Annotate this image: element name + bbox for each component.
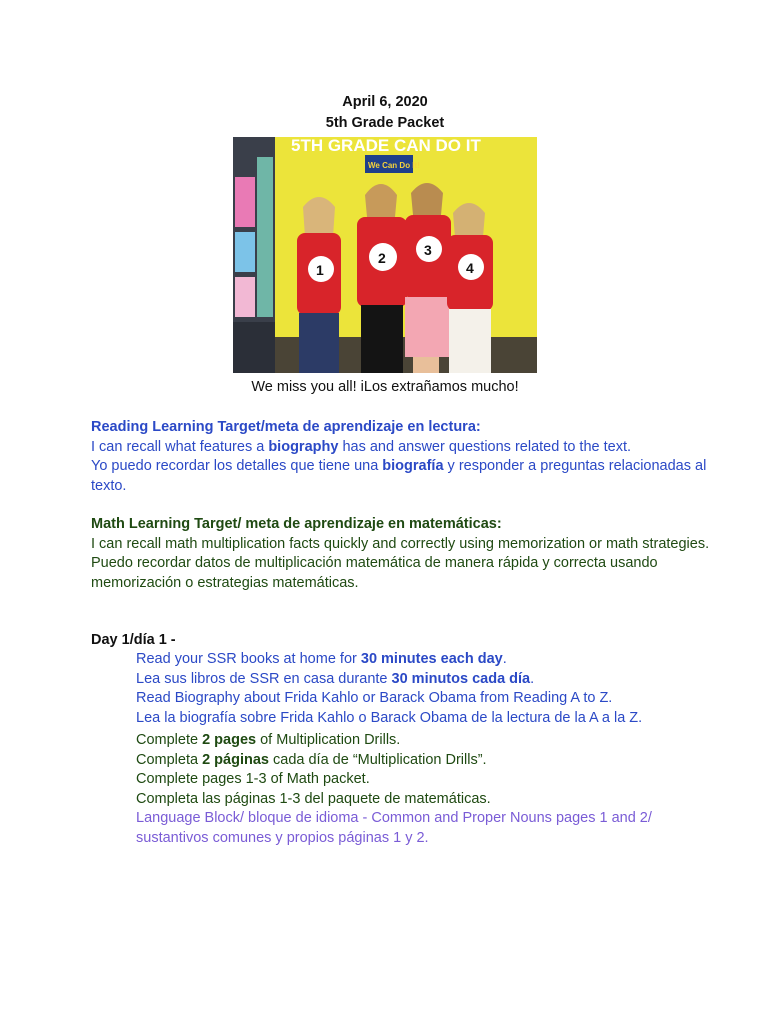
- task-ssr-es: Lea sus libros de SSR en casa durante 30 minutos cada día.: [136, 670, 535, 687]
- photo-caption: We miss you all! iLos extrañamos mucho!: [251, 379, 519, 395]
- math-heading: Math Learning Target/ meta de aprendizaje en matemáticas:: [91, 516, 502, 532]
- task-biography-es: Lea la biografía sobre Frida Kahlo o Barack Obama de la lectura de la A a la Z.: [136, 709, 643, 726]
- math-target-section: [91, 515, 711, 593]
- shirt-number-3: 3: [424, 242, 432, 258]
- document-date: April 6, 2020: [342, 94, 428, 110]
- task-language-block: Language Block/ bloque de idioma - Common and Proper Nouns pages 1 and 2/ sustantivos comunes y propios páginas 1 y 2.: [136, 810, 652, 846]
- math-target-es: Puedo recordar datos de multiplicación matemática de manera rápida y correcta usando memorización o estrategias matemáticas.: [91, 555, 658, 591]
- reading-target-es: Yo puedo recordar los detalles que tiene una biografía y responder a preguntas relacionadas al texto.: [91, 458, 707, 494]
- task-packet-es: Completa las páginas 1-3 del paquete de matemáticas.: [136, 790, 491, 807]
- shirt-number-4: 4: [466, 260, 474, 276]
- teachers-photo: [233, 137, 537, 373]
- task-packet-en: Complete pages 1-3 of Math packet.: [136, 771, 370, 787]
- task-ssr-en: Read your SSR books at home for 30 minutes each day.: [136, 651, 507, 667]
- banner-text: 5TH GRADE CAN DO IT: [291, 137, 481, 155]
- day-task-list: [136, 650, 696, 848]
- task-biography-en: Read Biography about Frida Kahlo or Barack Obama from Reading A to Z.: [136, 690, 613, 706]
- sign-text: We Can Do It!: [368, 161, 420, 170]
- shirt-number-2: 2: [378, 250, 386, 266]
- task-drills-es: Completa 2 páginas cada día de “Multiplication Drills”.: [136, 751, 487, 768]
- math-target-en: I can recall math multiplication facts quickly and correctly using memorization or math strategies.: [91, 535, 710, 552]
- shirt-number-1: 1: [316, 262, 324, 278]
- task-drills-en: Complete 2 pages of Multiplication Drills.: [136, 732, 401, 748]
- document-title: 5th Grade Packet: [325, 115, 445, 131]
- reading-heading: Reading Learning Target/meta de aprendizaje en lectura:: [91, 419, 481, 435]
- day-heading: Day 1/día 1 -: [91, 632, 176, 648]
- reading-target-section: [91, 418, 711, 496]
- reading-target-en: I can recall what features a biography has and answer questions related to the text.: [91, 438, 632, 455]
